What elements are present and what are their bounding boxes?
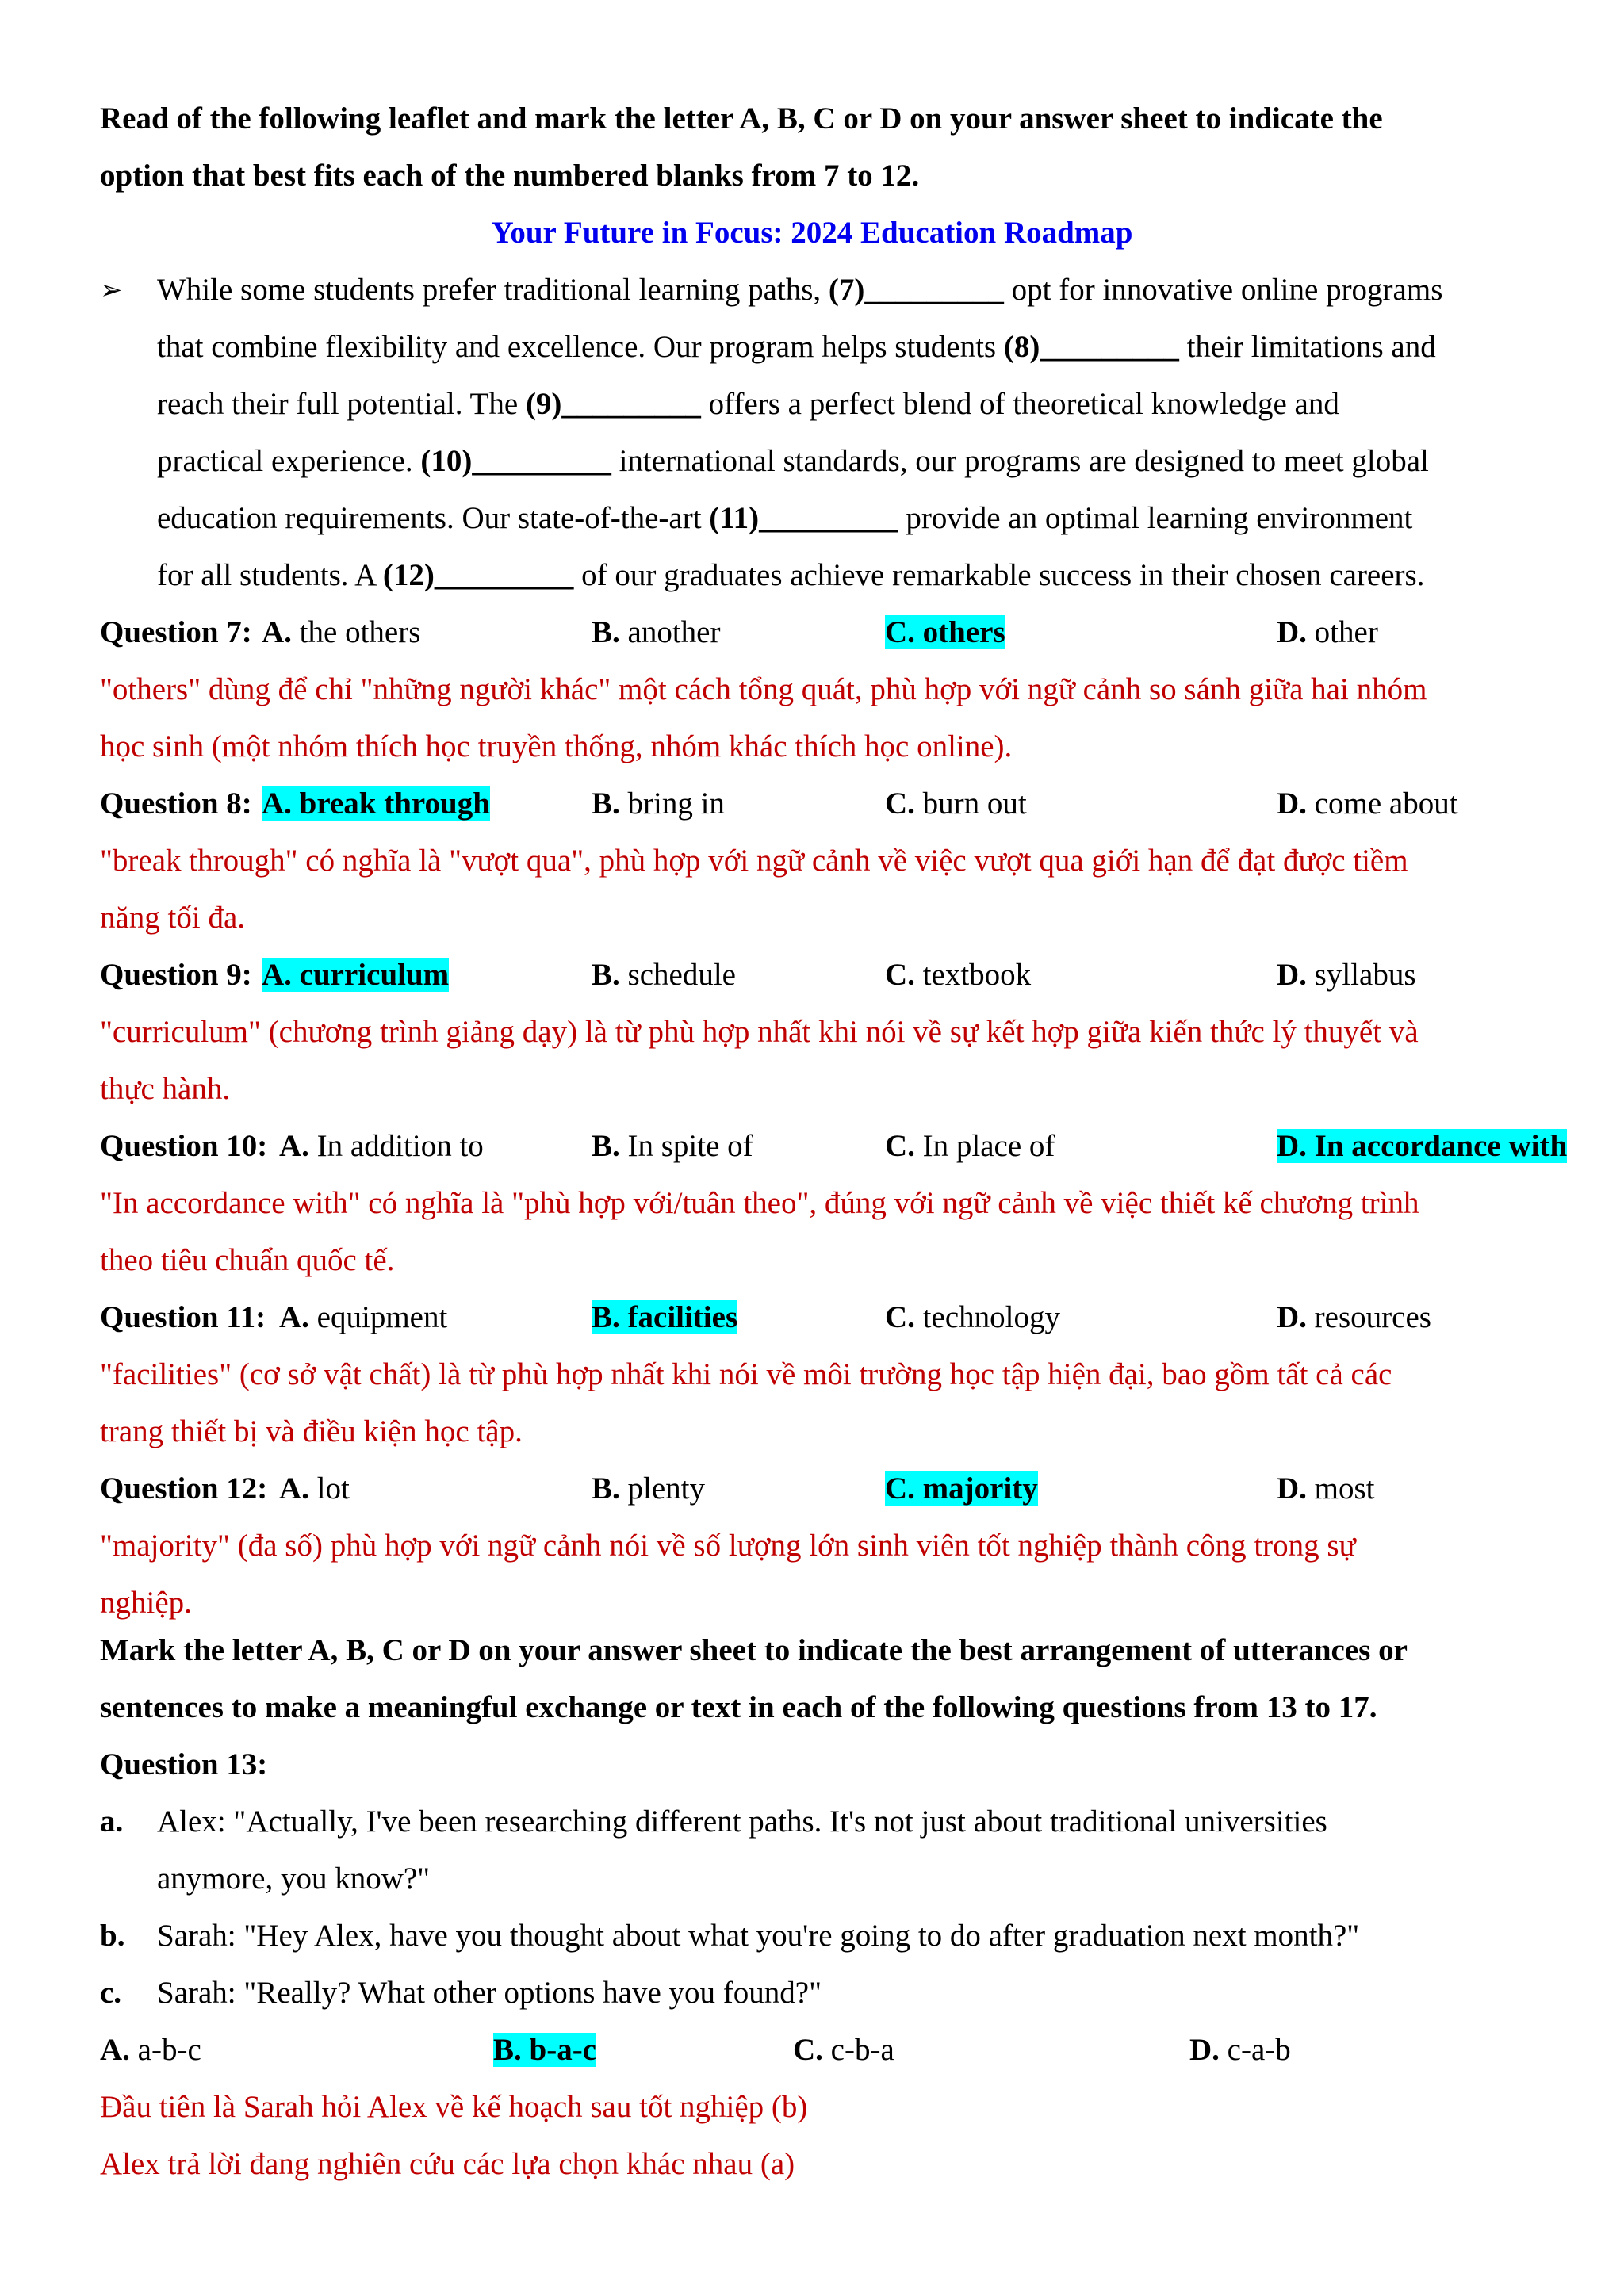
leaflet-text: international standards, our programs are designed to meet global bbox=[611, 444, 1429, 478]
option-text: other bbox=[1306, 615, 1378, 649]
question-13-option-a bbox=[100, 2031, 201, 2069]
option-letter: A. bbox=[262, 615, 292, 649]
question-10-option-a bbox=[279, 1127, 484, 1165]
option-text: plenty bbox=[619, 1471, 705, 1506]
question-13-explanation-line: Alex trả lời đang nghiên cứu các lựa chọn khác nhau (a) bbox=[100, 2147, 795, 2181]
leaflet-line bbox=[157, 557, 1424, 595]
option-content bbox=[279, 1471, 350, 1506]
question-12-explanation: "majority" (đa số) phù hợp với ngữ cảnh nói về số lượng lớn sinh viên tốt nghiệp thành công trong sự bbox=[100, 1529, 1356, 1563]
question-10-explanation: theo tiêu chuẩn quốc tế. bbox=[100, 1243, 395, 1277]
blank-number: (8) bbox=[1003, 330, 1040, 364]
option-content bbox=[1277, 1129, 1567, 1163]
leaflet-text: their limitations and bbox=[1178, 330, 1436, 364]
option-letter: C. bbox=[885, 1471, 915, 1506]
leaflet-text: education requirements. Our state-of-the-art bbox=[157, 501, 710, 535]
option-text: In addition to bbox=[308, 1129, 484, 1163]
blank-number: (10) bbox=[420, 444, 473, 478]
option-content bbox=[885, 786, 1027, 821]
leaflet-text: reach their full potential. The bbox=[157, 387, 526, 421]
question-11-option-c bbox=[885, 1299, 1060, 1337]
option-content bbox=[592, 1300, 737, 1334]
instructions2-line-1: Mark the letter A, B, C or D on your answer sheet to indicate the best arrangement of utterances or bbox=[100, 1633, 1408, 1667]
option-text: most bbox=[1306, 1471, 1375, 1506]
question-13-explanation-line: Đầu tiên là Sarah hỏi Alex về kế hoạch sau tốt nghiệp (b) bbox=[100, 2090, 808, 2124]
utterance-letter: c. bbox=[100, 1976, 122, 2010]
question-11-option-d bbox=[1277, 1299, 1431, 1337]
question-10-option-d bbox=[1277, 1127, 1567, 1165]
utterance-letter: b. bbox=[100, 1919, 125, 1953]
question-8-explanation: "break through" có nghĩa là "vượt qua", phù hợp với ngữ cảnh về việc vượt qua giới hạn để đạt được tiềm bbox=[100, 844, 1408, 878]
option-text: syllabus bbox=[1306, 958, 1416, 992]
option-content bbox=[885, 615, 1005, 649]
question-8-label: Question 8: bbox=[100, 786, 252, 821]
leaflet-line bbox=[157, 442, 1429, 480]
option-letter: D. bbox=[1277, 1471, 1307, 1506]
option-letter: B. bbox=[592, 615, 620, 649]
question-9-label: Question 9: bbox=[100, 958, 252, 992]
option-content bbox=[1277, 615, 1378, 649]
option-letter: C. bbox=[885, 958, 915, 992]
option-letter: B. bbox=[592, 1471, 620, 1506]
option-content bbox=[793, 2033, 894, 2067]
option-text: a-b-c bbox=[129, 2033, 201, 2067]
option-letter: D. bbox=[1277, 958, 1307, 992]
leaflet-line bbox=[157, 499, 1412, 538]
question-8-option-b bbox=[592, 785, 725, 823]
option-content bbox=[592, 958, 736, 992]
option-letter: D. bbox=[1277, 615, 1307, 649]
answer-blank: _________ bbox=[561, 387, 701, 421]
option-letter: C. bbox=[793, 2033, 823, 2067]
option-text: break through bbox=[291, 786, 490, 821]
option-letter: A. bbox=[100, 2033, 130, 2067]
question-7-option-c bbox=[885, 614, 1005, 652]
answer-blank: _________ bbox=[864, 273, 1004, 307]
question-9-explanation: "curriculum" (chương trình giảng dạy) là từ phù hợp nhất khi nói về sự kết hợp giữa kiến thức lý thuyết và bbox=[100, 1015, 1419, 1049]
option-text: burn out bbox=[914, 786, 1027, 821]
leaflet-text: offers a perfect blend of theoretical knowledge and bbox=[700, 387, 1339, 421]
option-letter: C. bbox=[885, 615, 915, 649]
answer-blank: _________ bbox=[472, 444, 611, 478]
option-content bbox=[885, 958, 1031, 992]
answer-blank: _________ bbox=[434, 558, 574, 592]
question-7-label: Question 7: bbox=[100, 615, 252, 649]
question-13-option-b bbox=[493, 2031, 596, 2069]
instructions-line-2: option that best fits each of the numbered blanks from 7 to 12. bbox=[100, 159, 920, 193]
option-content bbox=[592, 1129, 753, 1163]
question-8-option-a bbox=[262, 785, 490, 823]
option-text: come about bbox=[1306, 786, 1458, 821]
option-letter: A. bbox=[262, 786, 292, 821]
question-10-option-c bbox=[885, 1127, 1055, 1165]
blank-number: (9) bbox=[525, 387, 562, 421]
option-text: In place of bbox=[914, 1129, 1055, 1163]
option-letter: D. bbox=[1277, 786, 1307, 821]
question-12-option-c bbox=[885, 1470, 1038, 1508]
question-12-option-d bbox=[1277, 1470, 1375, 1508]
question-8-option-c bbox=[885, 785, 1027, 823]
utterance-text: Alex: "Actually, I've been researching different paths. It's not just about traditional universities bbox=[157, 1804, 1327, 1839]
option-letter: A. bbox=[279, 1471, 309, 1506]
question-12-label: Question 12: bbox=[100, 1471, 268, 1506]
question-11-label: Question 11: bbox=[100, 1300, 266, 1334]
question-7-option-d bbox=[1277, 614, 1378, 652]
question-7-explanation: "others" dùng để chỉ "những người khác" một cách tổng quát, phù hợp với ngữ cảnh so sánh giữa hai nhóm bbox=[100, 672, 1427, 706]
utterance-letter: a. bbox=[100, 1804, 124, 1839]
option-text: another bbox=[619, 615, 721, 649]
blank-number: (7) bbox=[828, 273, 865, 307]
leaflet-text: opt for innovative online programs bbox=[1003, 273, 1443, 307]
question-7-option-b bbox=[592, 614, 720, 652]
option-text: the others bbox=[291, 615, 421, 649]
answer-blank: _________ bbox=[759, 501, 898, 535]
option-content bbox=[493, 2033, 596, 2067]
option-content bbox=[279, 1300, 447, 1334]
option-text: bring in bbox=[619, 786, 725, 821]
utterance-text: Sarah: "Really? What other options have you found?" bbox=[157, 1976, 822, 2010]
option-content bbox=[262, 786, 490, 821]
leaflet-title: Your Future in Focus: 2024 Education Roadmap bbox=[491, 216, 1133, 250]
question-10-option-b bbox=[592, 1127, 753, 1165]
option-letter: D. bbox=[1189, 2033, 1220, 2067]
question-12-option-b bbox=[592, 1470, 705, 1508]
question-13-label: Question 13: bbox=[100, 1747, 268, 1781]
utterance-text: anymore, you know?" bbox=[157, 1862, 431, 1896]
question-7-option-a bbox=[262, 614, 420, 652]
option-letter: C. bbox=[885, 1129, 915, 1163]
option-content bbox=[885, 1471, 1038, 1506]
option-letter: D. bbox=[1277, 1300, 1307, 1334]
option-content bbox=[262, 958, 449, 992]
option-letter: B. bbox=[592, 1300, 620, 1334]
option-text: technology bbox=[914, 1300, 1060, 1334]
question-11-explanation: trang thiết bị và điều kiện học tập. bbox=[100, 1414, 523, 1448]
question-10-explanation: "In accordance with" có nghĩa là "phù hợp với/tuân theo", đúng với ngữ cảnh về việc thiết kế chương trình bbox=[100, 1186, 1419, 1220]
option-text: lot bbox=[308, 1471, 350, 1506]
question-9-option-c bbox=[885, 956, 1031, 994]
question-12-option-a bbox=[279, 1470, 350, 1508]
option-content bbox=[1277, 1471, 1375, 1506]
leaflet-text: of our graduates achieve remarkable success in their chosen careers. bbox=[573, 558, 1425, 592]
blank-number: (11) bbox=[709, 501, 760, 535]
question-8-option-d bbox=[1277, 785, 1458, 823]
blank-number: (12) bbox=[382, 558, 435, 592]
instructions-line-1: Read of the following leaflet and mark the letter A, B, C or D on your answer sheet to indicate the bbox=[100, 101, 1383, 136]
leaflet-text: provide an optimal learning environment bbox=[898, 501, 1413, 535]
question-9-option-d bbox=[1277, 956, 1416, 994]
option-content bbox=[100, 2033, 201, 2067]
option-content bbox=[1189, 2033, 1291, 2067]
option-content bbox=[885, 1300, 1060, 1334]
option-content bbox=[1277, 786, 1458, 821]
option-text: In accordance with bbox=[1306, 1129, 1568, 1163]
instructions2-line-2: sentences to make a meaningful exchange or text in each of the following questions from 13 to 17. bbox=[100, 1690, 1377, 1724]
option-letter: A. bbox=[262, 958, 292, 992]
question-7-explanation: học sinh (một nhóm thích học truyền thống, nhóm khác thích học online). bbox=[100, 729, 1013, 763]
option-letter: A. bbox=[279, 1300, 309, 1334]
option-letter: B. bbox=[493, 2033, 522, 2067]
option-content bbox=[1277, 1300, 1431, 1334]
question-13-option-c bbox=[793, 2031, 894, 2069]
option-letter: B. bbox=[592, 958, 620, 992]
option-text: In spite of bbox=[619, 1129, 753, 1163]
option-content bbox=[279, 1129, 484, 1163]
arrow-bullet-icon: ➢ bbox=[100, 274, 123, 306]
option-content bbox=[592, 786, 725, 821]
utterance-text: Sarah: "Hey Alex, have you thought about what you're going to do after graduation next month?" bbox=[157, 1919, 1360, 1953]
option-letter: B. bbox=[592, 786, 620, 821]
option-letter: C. bbox=[885, 786, 915, 821]
option-text: others bbox=[914, 615, 1005, 649]
question-13-option-d bbox=[1189, 2031, 1291, 2069]
option-text: resources bbox=[1306, 1300, 1431, 1334]
option-text: facilities bbox=[619, 1300, 738, 1334]
question-10-label: Question 10: bbox=[100, 1129, 268, 1163]
option-letter: C. bbox=[885, 1300, 915, 1334]
leaflet-line bbox=[157, 385, 1339, 423]
leaflet-text: practical experience. bbox=[157, 444, 421, 478]
option-content bbox=[1277, 958, 1416, 992]
option-text: majority bbox=[914, 1471, 1038, 1506]
option-content bbox=[262, 615, 420, 649]
leaflet-line bbox=[157, 328, 1436, 366]
option-text: equipment bbox=[308, 1300, 448, 1334]
leaflet-text: that combine flexibility and excellence. Our program helps students bbox=[157, 330, 1004, 364]
question-9-option-a bbox=[262, 956, 449, 994]
question-9-explanation: thực hành. bbox=[100, 1072, 231, 1106]
leaflet-line bbox=[157, 271, 1442, 309]
option-letter: B. bbox=[592, 1129, 620, 1163]
answer-blank: _________ bbox=[1040, 330, 1179, 364]
option-text: b-a-c bbox=[521, 2033, 596, 2067]
question-9-option-b bbox=[592, 956, 736, 994]
option-letter: A. bbox=[279, 1129, 309, 1163]
question-12-explanation: nghiệp. bbox=[100, 1586, 192, 1620]
option-letter: D. bbox=[1277, 1129, 1307, 1163]
option-text: c-a-b bbox=[1219, 2033, 1291, 2067]
option-text: curriculum bbox=[291, 958, 450, 992]
leaflet-text: While some students prefer traditional learning paths, bbox=[157, 273, 829, 307]
option-text: textbook bbox=[914, 958, 1032, 992]
leaflet-text: for all students. A bbox=[157, 558, 383, 592]
option-content bbox=[592, 615, 720, 649]
option-text: c-b-a bbox=[822, 2033, 894, 2067]
question-11-option-a bbox=[279, 1299, 447, 1337]
question-11-option-b bbox=[592, 1299, 737, 1337]
option-content bbox=[592, 1471, 705, 1506]
question-11-explanation: "facilities" (cơ sở vật chất) là từ phù hợp nhất khi nói về môi trường học tập hiện đại, bao gồm tất cả các bbox=[100, 1357, 1392, 1391]
option-text: schedule bbox=[619, 958, 736, 992]
option-content bbox=[885, 1129, 1055, 1163]
question-8-explanation: năng tối đa. bbox=[100, 901, 246, 935]
